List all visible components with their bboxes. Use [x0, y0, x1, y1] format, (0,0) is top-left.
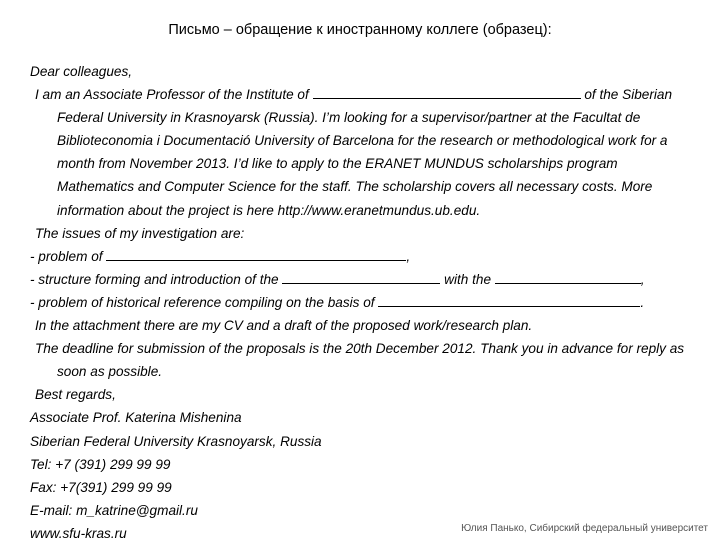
signature-org: Siberian Federal University Krasnoyarsk, Russia — [30, 433, 322, 449]
issue-2-mid: with the — [444, 271, 492, 287]
attachment-note: In the attachment there are my CV and a draft of the proposed work/research plan. — [35, 318, 533, 334]
issue-1-blank — [106, 246, 406, 261]
signature-web: www.sfu-kras.ru — [30, 525, 127, 541]
footer-credit: Юлия Панько, Сибирский федеральный университет — [461, 523, 708, 534]
issue-3 — [30, 291, 696, 314]
issue-3-end: . — [640, 294, 645, 310]
issue-1 — [30, 245, 696, 268]
issue-1-text: - problem of — [30, 248, 103, 264]
page-title: Письмо – обращение к иностранному коллеге (образец): — [168, 22, 552, 38]
signature-fax: Fax: +7(391) 299 99 99 — [30, 479, 172, 495]
issue-2 — [30, 268, 696, 291]
issue-3-blank — [378, 292, 640, 307]
issue-3-text: - problem of historical reference compiling on the basis of — [30, 294, 375, 310]
intro-rest: of the Siberian Federal University in Krasnoyarsk (Russia). I’m looking for a supervisor/partner at the Facultat de Biblioteconomia i Documentació University of Barcelona for the research or methodological work for a month from November 2013. I’d like to apply to the ERANET MUNDUS scholarships program Mathematics and Computer Science for the staff. The scholarship covers all necessary costs. More information about the project is here http://www.eranetmundus.ub.edu. — [57, 87, 673, 218]
issue-2-blank-2 — [495, 269, 641, 284]
institute-blank — [313, 84, 581, 99]
letter-body — [30, 60, 696, 545]
signature-name: Associate Prof. Katerina Mishenina — [30, 410, 242, 426]
intro-lead: I am an Associate Professor of the Institute of — [35, 87, 309, 103]
intro-paragraph — [30, 83, 696, 222]
closing: Best regards, — [35, 387, 116, 403]
signature-tel: Tel: +7 (391) 299 99 99 — [30, 456, 171, 472]
signature-email: E-mail: m_katrine@gmail.ru — [30, 502, 198, 518]
greeting: Dear colleagues, — [30, 64, 133, 79]
issue-2-end: , — [640, 271, 645, 287]
issue-1-end: , — [406, 248, 411, 264]
issue-2-text: - structure forming and introduction of the — [30, 271, 279, 287]
issue-2-blank-1 — [282, 269, 440, 284]
deadline-note: The deadline for submission of the proposals is the 20th December 2012. Thank you in advance for reply as soon as possible. — [35, 341, 685, 380]
issues-heading: The issues of my investigation are: — [35, 225, 245, 241]
